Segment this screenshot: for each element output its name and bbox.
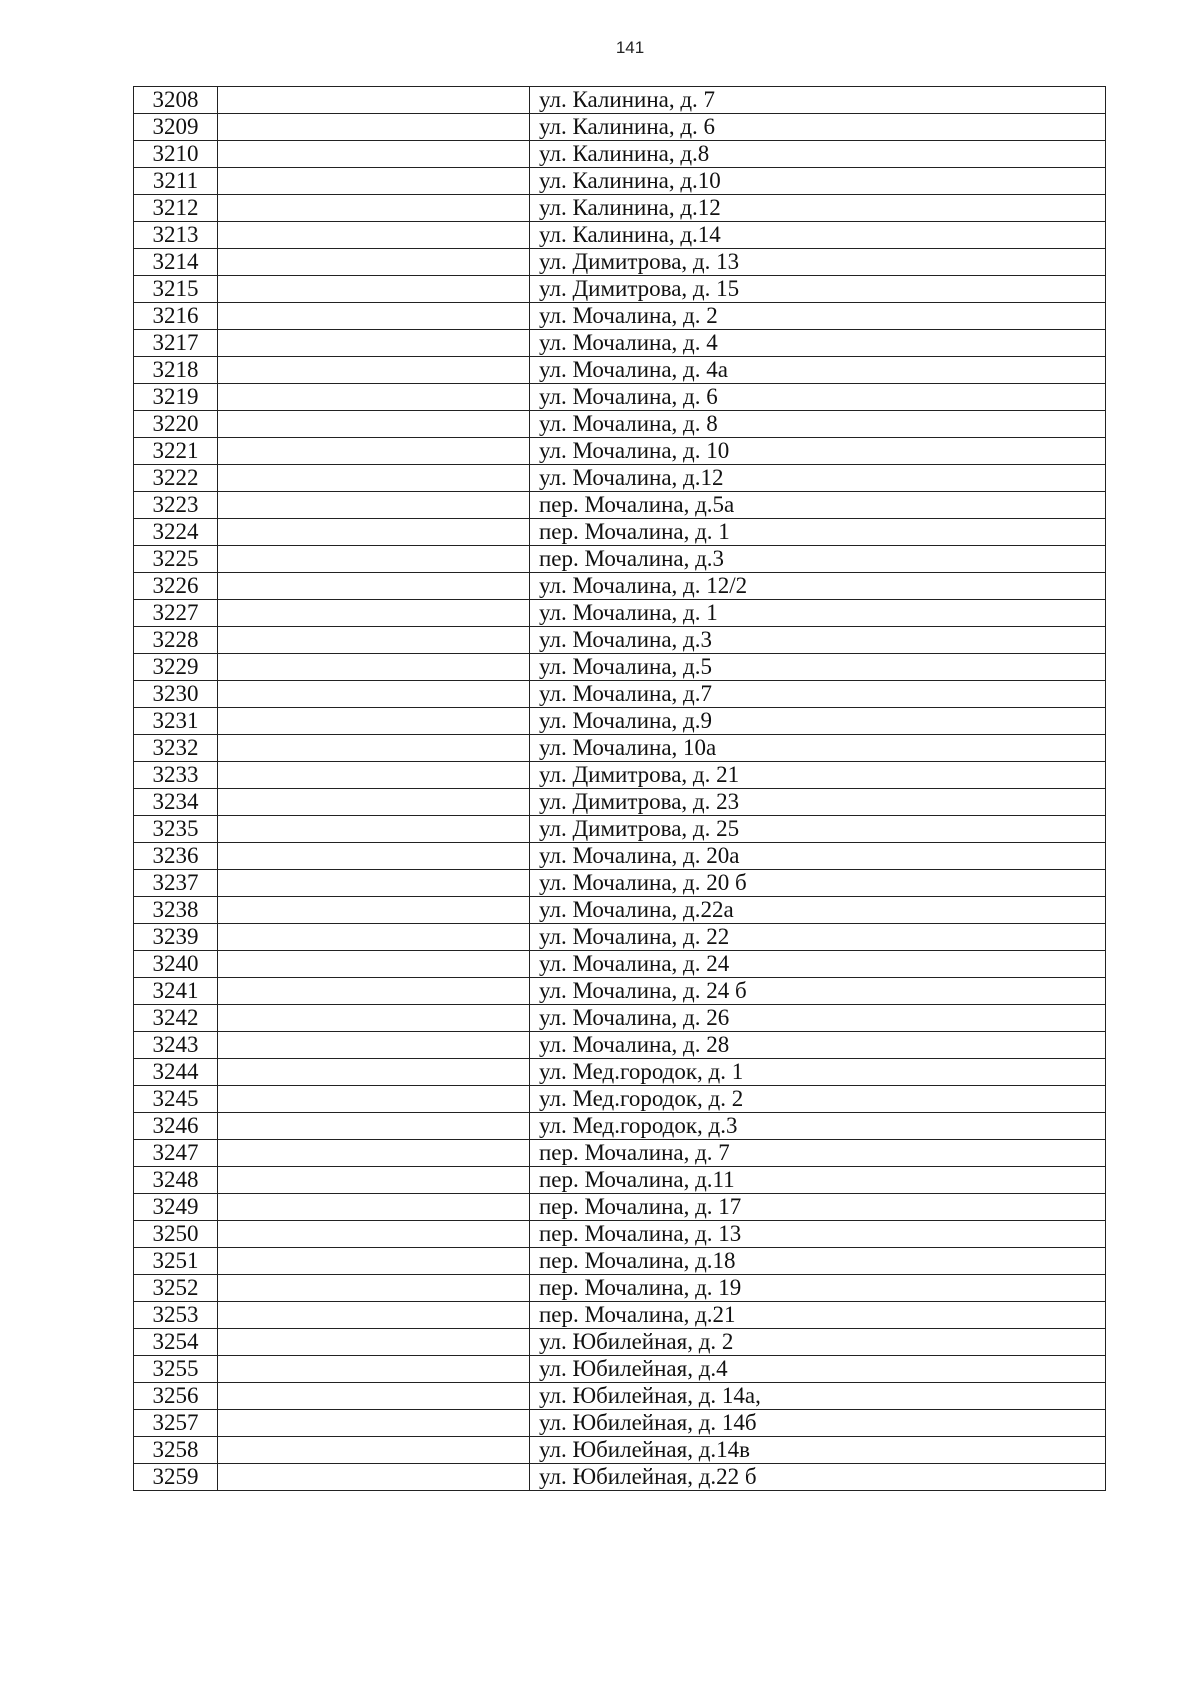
row-number-cell: 3208 <box>134 87 218 114</box>
address-cell: пер. Мочалина, д. 13 <box>530 1221 1106 1248</box>
address-cell: ул. Калинина, д. 7 <box>530 87 1106 114</box>
empty-cell <box>218 1032 530 1059</box>
table-row <box>134 87 1106 114</box>
address-cell: пер. Мочалина, д. 17 <box>530 1194 1106 1221</box>
address-cell: ул. Мочалина, д.5 <box>530 654 1106 681</box>
address-cell: ул. Мочалина, д. 24 <box>530 951 1106 978</box>
table-row <box>134 1194 1106 1221</box>
row-number-cell: 3243 <box>134 1032 218 1059</box>
address-table <box>133 86 1106 1491</box>
address-cell: ул. Юбилейная, д. 14а, <box>530 1383 1106 1410</box>
address-cell: ул. Мочалина, д. 1 <box>530 600 1106 627</box>
empty-cell <box>218 978 530 1005</box>
address-cell: пер. Мочалина, д.3 <box>530 546 1106 573</box>
row-number-cell: 3245 <box>134 1086 218 1113</box>
table-row <box>134 1167 1106 1194</box>
empty-cell <box>218 681 530 708</box>
empty-cell <box>218 897 530 924</box>
row-number-cell: 3224 <box>134 519 218 546</box>
empty-cell <box>218 546 530 573</box>
table-row <box>134 897 1106 924</box>
row-number-cell: 3256 <box>134 1383 218 1410</box>
empty-cell <box>218 789 530 816</box>
table-row <box>134 546 1106 573</box>
table-row <box>134 1140 1106 1167</box>
table-row <box>134 951 1106 978</box>
empty-cell <box>218 1464 530 1491</box>
row-number-cell: 3233 <box>134 762 218 789</box>
empty-cell <box>218 141 530 168</box>
table-row <box>134 924 1106 951</box>
table-row <box>134 411 1106 438</box>
row-number-cell: 3219 <box>134 384 218 411</box>
row-number-cell: 3229 <box>134 654 218 681</box>
table-row <box>134 627 1106 654</box>
address-cell: ул. Калинина, д.8 <box>530 141 1106 168</box>
address-cell: пер. Мочалина, д.11 <box>530 1167 1106 1194</box>
row-number-cell: 3220 <box>134 411 218 438</box>
empty-cell <box>218 330 530 357</box>
table-row <box>134 1356 1106 1383</box>
address-cell: ул. Юбилейная, д. 2 <box>530 1329 1106 1356</box>
empty-cell <box>218 1356 530 1383</box>
empty-cell <box>218 1437 530 1464</box>
empty-cell <box>218 1248 530 1275</box>
row-number-cell: 3242 <box>134 1005 218 1032</box>
table-row <box>134 600 1106 627</box>
row-number-cell: 3254 <box>134 1329 218 1356</box>
empty-cell <box>218 168 530 195</box>
address-cell: ул. Мочалина, д. 4 <box>530 330 1106 357</box>
address-cell: пер. Мочалина, д. 7 <box>530 1140 1106 1167</box>
row-number-cell: 3222 <box>134 465 218 492</box>
empty-cell <box>218 87 530 114</box>
table-row <box>134 1086 1106 1113</box>
row-number-cell: 3218 <box>134 357 218 384</box>
row-number-cell: 3252 <box>134 1275 218 1302</box>
row-number-cell: 3216 <box>134 303 218 330</box>
address-cell: пер. Мочалина, д.21 <box>530 1302 1106 1329</box>
address-cell: ул. Мочалина, д. 10 <box>530 438 1106 465</box>
address-cell: ул. Юбилейная, д.4 <box>530 1356 1106 1383</box>
row-number-cell: 3239 <box>134 924 218 951</box>
table-row <box>134 816 1106 843</box>
address-cell: ул. Мочалина, д. 24 б <box>530 978 1106 1005</box>
empty-cell <box>218 762 530 789</box>
table-row <box>134 249 1106 276</box>
table-row <box>134 330 1106 357</box>
empty-cell <box>218 1059 530 1086</box>
address-cell: ул. Мочалина, д. 12/2 <box>530 573 1106 600</box>
table-row <box>134 222 1106 249</box>
address-cell: ул. Мочалина, д. 20 б <box>530 870 1106 897</box>
table-row <box>134 870 1106 897</box>
address-cell: ул. Мочалина, д.3 <box>530 627 1106 654</box>
row-number-cell: 3213 <box>134 222 218 249</box>
address-cell: ул. Мочалина, д.12 <box>530 465 1106 492</box>
row-number-cell: 3231 <box>134 708 218 735</box>
row-number-cell: 3225 <box>134 546 218 573</box>
table-row <box>134 1410 1106 1437</box>
table-row <box>134 735 1106 762</box>
table-row <box>134 465 1106 492</box>
table-row <box>134 573 1106 600</box>
address-cell: ул. Мочалина, д. 26 <box>530 1005 1106 1032</box>
empty-cell <box>218 627 530 654</box>
page-number: 141 <box>615 38 645 57</box>
table-row <box>134 1113 1106 1140</box>
row-number-cell: 3237 <box>134 870 218 897</box>
address-cell: ул. Мочалина, д. 2 <box>530 303 1106 330</box>
row-number-cell: 3247 <box>134 1140 218 1167</box>
empty-cell <box>218 519 530 546</box>
table-row <box>134 384 1106 411</box>
address-cell: ул. Димитрова, д. 23 <box>530 789 1106 816</box>
address-cell: ул. Мочалина, д. 8 <box>530 411 1106 438</box>
address-cell: ул. Калинина, д. 6 <box>530 114 1106 141</box>
empty-cell <box>218 600 530 627</box>
address-cell: ул. Мед.городок, д. 2 <box>530 1086 1106 1113</box>
table-row <box>134 114 1106 141</box>
address-cell: ул. Димитрова, д. 21 <box>530 762 1106 789</box>
table-row <box>134 1464 1106 1491</box>
row-number-cell: 3228 <box>134 627 218 654</box>
empty-cell <box>218 222 530 249</box>
address-cell: ул. Мочалина, д. 4а <box>530 357 1106 384</box>
empty-cell <box>218 195 530 222</box>
table-row <box>134 303 1106 330</box>
empty-cell <box>218 735 530 762</box>
address-cell: ул. Мочалина, д. 22 <box>530 924 1106 951</box>
address-cell: ул. Юбилейная, д. 14б <box>530 1410 1106 1437</box>
row-number-cell: 3251 <box>134 1248 218 1275</box>
empty-cell <box>218 303 530 330</box>
empty-cell <box>218 1194 530 1221</box>
empty-cell <box>218 870 530 897</box>
empty-cell <box>218 114 530 141</box>
empty-cell <box>218 384 530 411</box>
address-cell: ул. Мочалина, 10а <box>530 735 1106 762</box>
row-number-cell: 3210 <box>134 141 218 168</box>
empty-cell <box>218 1005 530 1032</box>
table-row <box>134 519 1106 546</box>
row-number-cell: 3255 <box>134 1356 218 1383</box>
row-number-cell: 3226 <box>134 573 218 600</box>
row-number-cell: 3211 <box>134 168 218 195</box>
row-number-cell: 3227 <box>134 600 218 627</box>
row-number-cell: 3236 <box>134 843 218 870</box>
empty-cell <box>218 654 530 681</box>
address-cell: ул. Димитрова, д. 13 <box>530 249 1106 276</box>
table-row <box>134 1383 1106 1410</box>
table-row <box>134 708 1106 735</box>
table-row <box>134 492 1106 519</box>
address-table-body <box>134 87 1106 1491</box>
row-number-cell: 3250 <box>134 1221 218 1248</box>
address-cell: ул. Мочалина, д.7 <box>530 681 1106 708</box>
row-number-cell: 3241 <box>134 978 218 1005</box>
address-cell: ул. Калинина, д.14 <box>530 222 1106 249</box>
address-cell: пер. Мочалина, д.5а <box>530 492 1106 519</box>
table-row <box>134 195 1106 222</box>
row-number-cell: 3235 <box>134 816 218 843</box>
address-cell: ул. Калинина, д.10 <box>530 168 1106 195</box>
table-row <box>134 357 1106 384</box>
table-row <box>134 843 1106 870</box>
table-row <box>134 1059 1106 1086</box>
row-number-cell: 3246 <box>134 1113 218 1140</box>
empty-cell <box>218 1275 530 1302</box>
address-cell: ул. Мочалина, д. 6 <box>530 384 1106 411</box>
empty-cell <box>218 1086 530 1113</box>
row-number-cell: 3212 <box>134 195 218 222</box>
address-cell: ул. Мочалина, д.22а <box>530 897 1106 924</box>
table-row <box>134 978 1106 1005</box>
empty-cell <box>218 465 530 492</box>
row-number-cell: 3259 <box>134 1464 218 1491</box>
address-cell: ул. Мед.городок, д. 1 <box>530 1059 1106 1086</box>
empty-cell <box>218 1302 530 1329</box>
address-cell: ул. Димитрова, д. 15 <box>530 276 1106 303</box>
empty-cell <box>218 1167 530 1194</box>
empty-cell <box>218 843 530 870</box>
empty-cell <box>218 1113 530 1140</box>
empty-cell <box>218 924 530 951</box>
address-cell: пер. Мочалина, д.18 <box>530 1248 1106 1275</box>
row-number-cell: 3240 <box>134 951 218 978</box>
address-cell: ул. Мочалина, д.9 <box>530 708 1106 735</box>
table-row <box>134 1032 1106 1059</box>
empty-cell <box>218 816 530 843</box>
row-number-cell: 3238 <box>134 897 218 924</box>
row-number-cell: 3209 <box>134 114 218 141</box>
address-cell: пер. Мочалина, д. 1 <box>530 519 1106 546</box>
row-number-cell: 3215 <box>134 276 218 303</box>
row-number-cell: 3248 <box>134 1167 218 1194</box>
empty-cell <box>218 573 530 600</box>
row-number-cell: 3258 <box>134 1437 218 1464</box>
table-row <box>134 654 1106 681</box>
empty-cell <box>218 951 530 978</box>
address-cell: ул. Мочалина, д. 28 <box>530 1032 1106 1059</box>
row-number-cell: 3234 <box>134 789 218 816</box>
table-row <box>134 276 1106 303</box>
address-cell: ул. Калинина, д.12 <box>530 195 1106 222</box>
empty-cell <box>218 1329 530 1356</box>
row-number-cell: 3217 <box>134 330 218 357</box>
empty-cell <box>218 1140 530 1167</box>
row-number-cell: 3232 <box>134 735 218 762</box>
address-cell: ул. Мочалина, д. 20а <box>530 843 1106 870</box>
table-row <box>134 789 1106 816</box>
table-row <box>134 762 1106 789</box>
table-row <box>134 168 1106 195</box>
table-row <box>134 1005 1106 1032</box>
row-number-cell: 3221 <box>134 438 218 465</box>
table-row <box>134 1221 1106 1248</box>
address-cell: ул. Мед.городок, д.3 <box>530 1113 1106 1140</box>
table-row <box>134 1248 1106 1275</box>
empty-cell <box>218 438 530 465</box>
row-number-cell: 3230 <box>134 681 218 708</box>
empty-cell <box>218 249 530 276</box>
empty-cell <box>218 411 530 438</box>
table-row <box>134 681 1106 708</box>
empty-cell <box>218 1221 530 1248</box>
address-cell: пер. Мочалина, д. 19 <box>530 1275 1106 1302</box>
table-row <box>134 141 1106 168</box>
table-row <box>134 1437 1106 1464</box>
row-number-cell: 3257 <box>134 1410 218 1437</box>
row-number-cell: 3249 <box>134 1194 218 1221</box>
address-cell: ул. Димитрова, д. 25 <box>530 816 1106 843</box>
empty-cell <box>218 276 530 303</box>
empty-cell <box>218 1383 530 1410</box>
empty-cell <box>218 357 530 384</box>
row-number-cell: 3253 <box>134 1302 218 1329</box>
address-cell: ул. Юбилейная, д.22 б <box>530 1464 1106 1491</box>
empty-cell <box>218 1410 530 1437</box>
address-cell: ул. Юбилейная, д.14в <box>530 1437 1106 1464</box>
empty-cell <box>218 708 530 735</box>
row-number-cell: 3214 <box>134 249 218 276</box>
table-row <box>134 1302 1106 1329</box>
empty-cell <box>218 492 530 519</box>
table-row <box>134 438 1106 465</box>
table-row <box>134 1275 1106 1302</box>
row-number-cell: 3223 <box>134 492 218 519</box>
row-number-cell: 3244 <box>134 1059 218 1086</box>
table-row <box>134 1329 1106 1356</box>
